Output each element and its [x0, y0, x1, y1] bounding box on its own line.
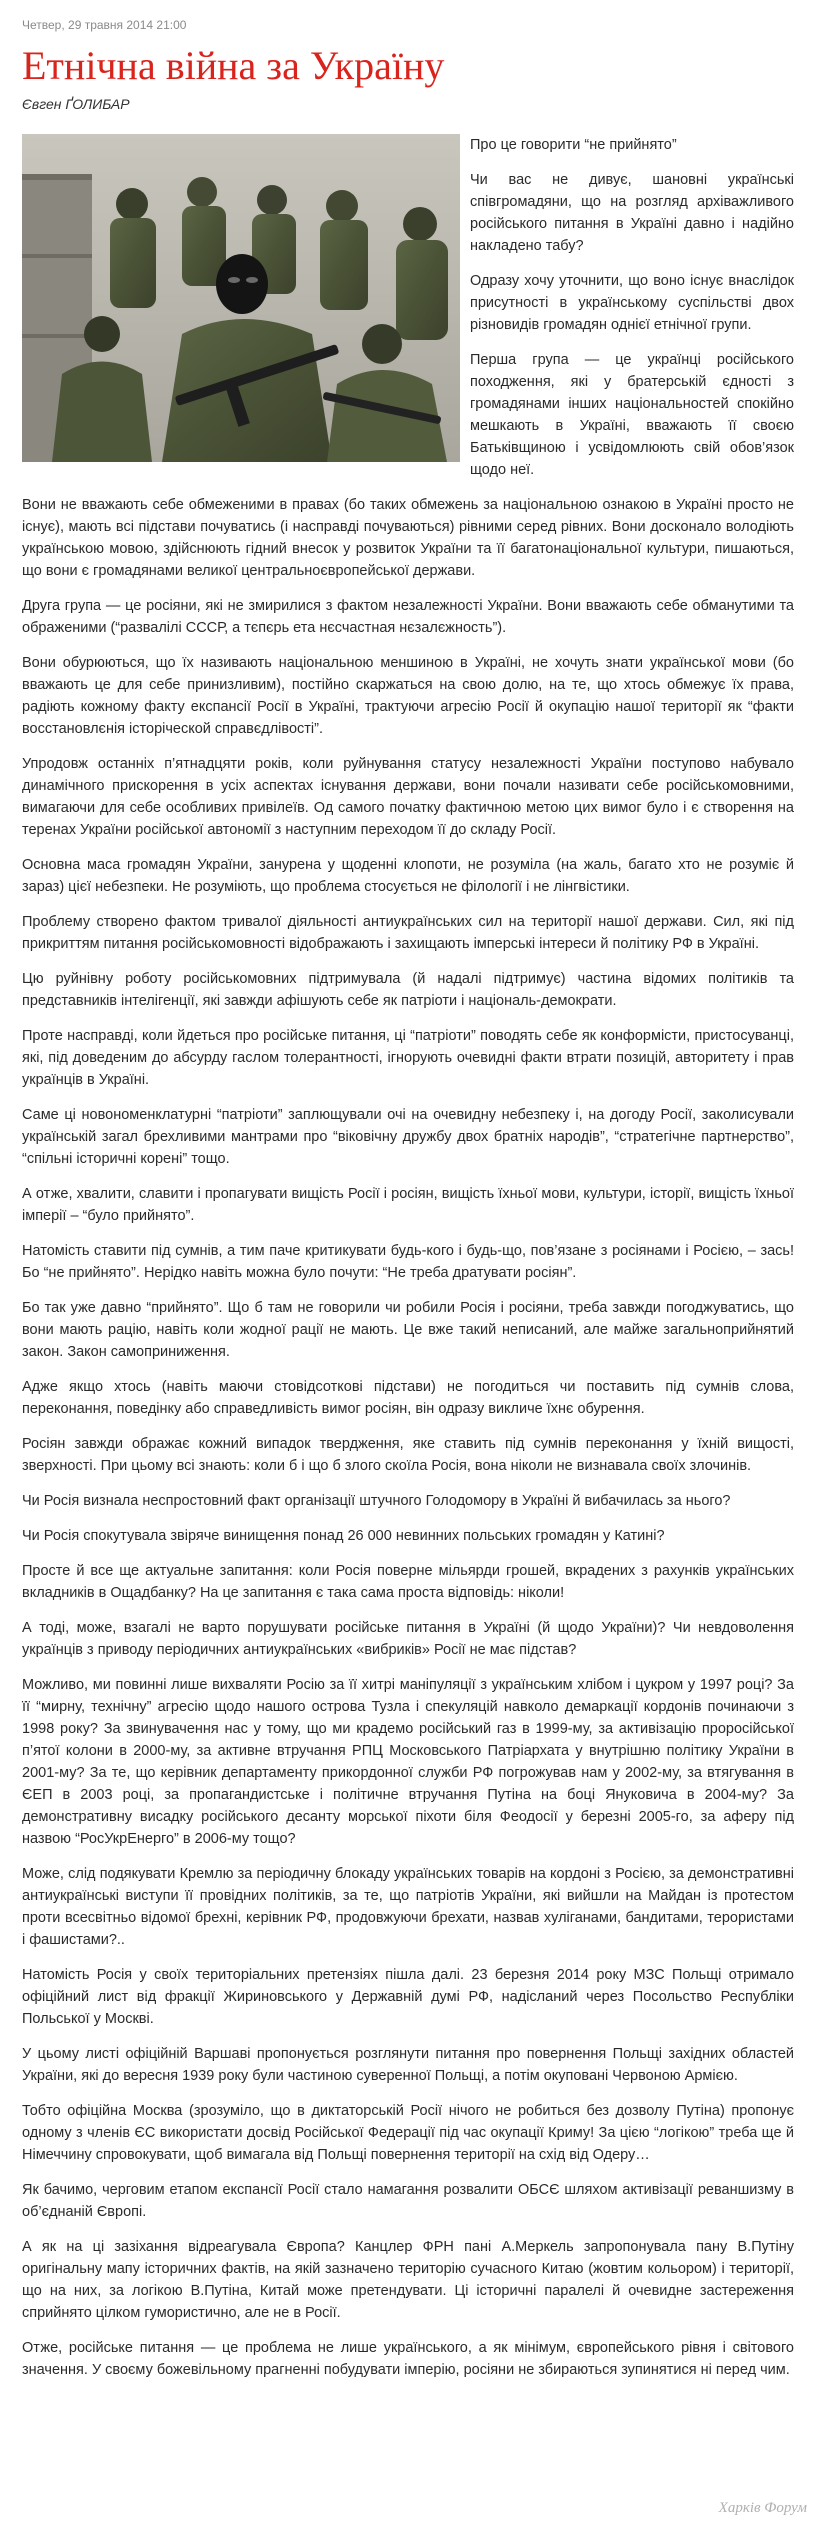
- article-body: [22, 134, 794, 2381]
- article-paragraph: Про це говорити “не прийнято”: [470, 137, 677, 153]
- article-paragraph: А як на ці зазіхання відреагувала Європа? Канцлер ФРН пані А.Меркель запропонувала пану В.Путіну оригінальну мапу історичних фактів, на якій зазначено територію сучасного Китаю (жовтим кольором) і території, що на них, за логікою В.Путіна, Китай може претендувати. Ці історичні паралелі й очевидне застереження сприйнято цілком гумористично, але не в Росії.: [22, 2239, 794, 2321]
- article-title[interactable]: Етнічна війна за Україну: [22, 43, 445, 88]
- article-paragraph: Адже якщо хтось (навіть маючи стовідсоткові підстави) не погодиться чи поставить під сумнів слова, переконання, поведінку або справедливість вимог росіян, він одразу викличе їхнє обурення.: [22, 1379, 794, 1417]
- article-paragraph: Перша група — це українці російського походження, які у братерській єдності з громадянами інших національностей спокійно мешкають в Україні, вважають її своєю Батьківщиною і усвідомлюють свій обов’язок щодо неї.: [470, 352, 794, 478]
- publish-date: Четвер, 29 травня 2014 21:00: [22, 18, 187, 32]
- article-paragraph: Друга група — це росіяни, які не змирилися з фактом незалежності України. Вони вважають себе обманутими та ображеними (“развалілі СССР, а тєпєрь ета нєсчастная нєзалєжность”).: [22, 598, 794, 636]
- article-paragraph: У цьому листі офіційній Варшаві пропонується розглянути питання про повернення Польщі західних областей України, які до вересня 1939 року були частиною суверенної Польщі, а потім окуповані Червоною Армією.: [22, 2046, 794, 2084]
- article-paragraph: Цю руйнівну роботу російськомовних підтримувала (й надалі підтримує) частина відомих політиків та представників інтелігенції, які завжди афішують себе як патріоти і національ-демократи.: [22, 971, 794, 1009]
- article-paragraph: Одразу хочу уточнити, що воно існує внаслідок присутності в українському суспільстві двох різновидів громадян однієї етнічної групи.: [470, 273, 794, 333]
- article-paragraph: Може, слід подякувати Кремлю за періодичну блокаду українських товарів на кордоні з Росією, за демонстративні антиукраїнські виступи її провідних політиків, за те, що патріотів України, які вийшли на Майдан із протестом проти всесвітньо відомої брехні, керівник РФ, продовжуючи брехати, назвав хуліганами, бандитами, терористами і фашистами?..: [22, 1866, 794, 1948]
- article-paragraph: Вони обурюються, що їх називають національною меншиною в Україні, не хочуть знати української мови (бо вважають це для себе принизливим), постійно скаржаться на свою долю, на те, що хтось обмежує їх права, радіють кожному факту експансії Росії в Україні, трактуючи агресію Росії й окупацію нашої території як “факти восстановлєнія історіческой справєдлівості”.: [22, 655, 794, 737]
- article-paragraphs: [22, 134, 794, 2381]
- article-paragraph: Натомість Росія у своїх територіальних претензіях пішла далі. 23 березня 2014 року МЗС Польщі отримало офіційний лист від фракції Жириновського у Державній думі РФ, надісланий через Посольство Республіки Польської у Москві.: [22, 1967, 794, 2027]
- article-paragraph: Просте й все ще актуальне запитання: коли Росія поверне мільярди грошей, вкрадених з рахунків українських вкладників в Ощадбанку? На це запитання є така сама проста відповідь: ніколи!: [22, 1563, 794, 1601]
- article-paragraph: Вони не вважають себе обмеженими в правах (бо таких обмежень за національною ознакою в Україні просто не існує), мають всі підстави почуватись (і насправді почуваються) рівними серед рівних. Вони досконало володіють українською мовою, здійснюють гідний внесок у розвиток України та її багатонаціональної культури, пишаються, що вони є громадянами великої центральноєвропейської держави.: [22, 497, 794, 579]
- armed-soldiers-photo: [22, 134, 460, 462]
- article-paragraph: Саме ці новономенклатурні “патріоти” заплющували очі на очевидну небезпеку і, на догоду Росії, заколисували українській загал брехливими мантрами про “віковічну дружбу двох братніх народів”, “стратегічне партнерство”, “спільні історичні корені” тощо.: [22, 1107, 794, 1167]
- article-page: [22, 0, 794, 2394]
- article-paragraph: А тоді, може, взагалі не варто порушувати російське питання в Україні (й щодо України)? Чи невдоволення українців з приводу періодичних антиукраїнських «вибриків» Росії не має підстав?: [22, 1620, 794, 1658]
- article-paragraph: Упродовж останніх п’ятнадцяти років, коли руйнування статусу незалежності України поступово набувало динамічного прискорення в усіх аспектах існування держави, вони почали називати себе російськомовними, вимагаючи для себе особливих привілеїв. Од самого початку фактичною метою цих вимог було і є створення на теренах України російської автономії з наступним переходом її до складу Росії.: [22, 756, 794, 838]
- article-paragraph: Чи вас не дивує, шановні українські співгромадяни, що на розгляд архіважливого російського питання в Україні давно і надійно накладено табу?: [470, 172, 794, 254]
- forum-watermark: Харків Форум: [718, 2500, 807, 2516]
- article-author: Євген ҐОЛИБАР: [22, 96, 130, 112]
- article-paragraph: Основна маса громадян України, занурена у щоденні клопоти, не розуміла (на жаль, багато хто не розуміє й зараз) цієї небезпеки. Не розуміють, що проблема стосується не філології і не лінгвістики.: [22, 857, 794, 895]
- article-paragraph: Як бачимо, черговим етапом експансії Росії стало намагання розвалити ОБСЄ шляхом активізації реваншизму в об’єднаній Європі.: [22, 2182, 794, 2220]
- article-paragraph: Натомість ставити під сумнів, а тим паче критикувати будь-кого і будь-що, пов’язане з росіянами і Росією, – зась! Бо “не прийнято”. Нерідко навіть можна було почути: “Не треба дратувати росіян”.: [22, 1243, 794, 1281]
- article-paragraph: А отже, хвалити, славити і пропагувати вищість Росії і росіян, вищість їхньої мови, культури, історії, вищість їхньої імперії – “було прийнято”.: [22, 1186, 794, 1224]
- article-paragraph: Чи Росія визнала неспростовний факт організації штучного Голодомору в Україні й вибачилась за нього?: [22, 1493, 731, 1509]
- article-paragraph: Росіян завжди ображає кожний випадок твердження, яке ставить під сумнів переконання у їхній вищості, зверхності. При цьому всі знають: коли б і що б злого скоїла Росія, вона ніколи не визнавала своїх злочинів.: [22, 1436, 794, 1474]
- article-paragraph: Тобто офіційна Москва (зрозуміло, що в диктаторській Росії нічого не робиться без дозволу Путіна) пропонує одному з членів ЄС використати досвід Російської Федерації під час окупації Криму! За цією “логікою” треба ще й Німеччину спровокувати, щоб вимагала від Польщі повернення території на схід від Одеру…: [22, 2103, 794, 2163]
- article-paragraph: Чи Росія спокутувала звіряче винищення понад 26 000 невинних польських громадян у Катині?: [22, 1528, 665, 1544]
- article-paragraph: Отже, російське питання — це проблема не лише українського, а як мінімум, європейського рівня і світового значення. У своєму божевільному прагненні побудувати імперію, росіяни не збираються зупинятися ні перед чим.: [22, 2340, 794, 2378]
- article-paragraph: Проте насправді, коли йдеться про російське питання, ці “патріоти” поводять себе як конформісти, пристосуванці, які, під доведеним до абсурду гаслом толерантності, ігнорують очевидні факти втрати позицій, авторитету і прав українців в Україні.: [22, 1028, 794, 1088]
- article-paragraph: Можливо, ми повинні лише вихваляти Росію за її хитрі маніпуляції з українським хлібом і цукром у 1997 році? За її “мирну, технічну” агресію щодо нашого острова Тузла і спекуляцій навколо демаркації кордонів починаючи з 1998 року? За звинувачення нас у тому, що ми крадемо російський газ в 1999-му, за активізацію проросійської п’ятої колони в 2000-му, за активне втручання РПЦ Московського Патріархата у внутрішню політику України в 2001-му? За те, що керівник департаменту прикордонної служби РФ погрожував нам у 2002-му, за втягування в ЄЕП в 2003 році, за пропагандистське і політичне втручання Путіна на боці Януковича в 2004-му? За демонстративну висадку російського десанту морської піхоти біля Феодосії у березні 2005-го, за аферу під назвою “РосУкрЕнерго” в 2006-му тощо?: [22, 1677, 794, 1847]
- article-paragraph: Проблему створено фактом тривалої діяльності антиукраїнських сил на території нашої держави. Сил, які під прикриттям питання російськомовності відображають і захищають імперські інтереси й політику РФ в Україні.: [22, 914, 794, 952]
- article-paragraph: Бо так уже давно “прийнято”. Що б там не говорили чи робили Росія і росіяни, треба завжди погоджуватись, що вони мають рацію, навіть коли жодної рації не мають. Це вже такий неписаний, але майже загальноприйнятий закон. Закон самоприниження.: [22, 1300, 794, 1360]
